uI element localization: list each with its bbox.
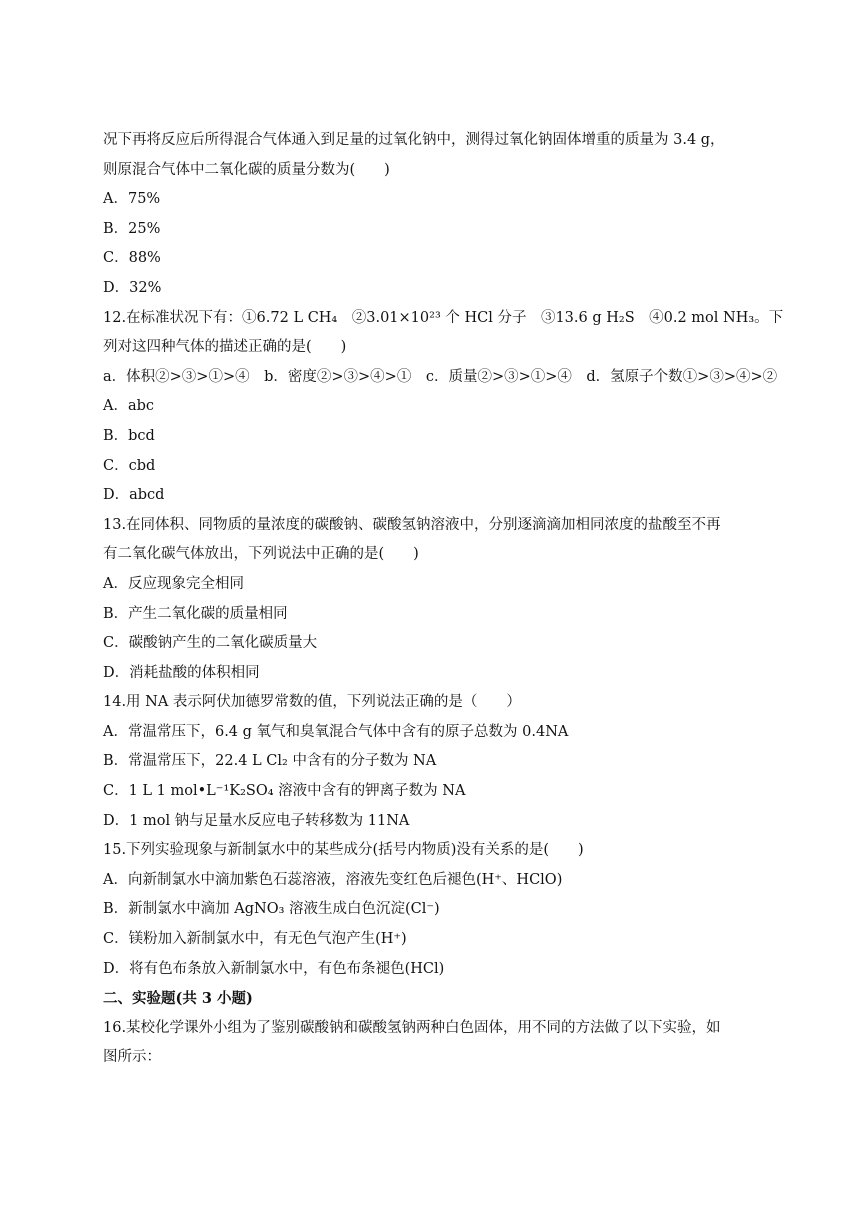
option-b: B．bcd xyxy=(103,427,155,444)
option-d: D．1 mol 钠与足量水反应电子转移数为 11NA xyxy=(103,812,410,829)
option-c: C．镁粉加入新制氯水中，有无色气泡产生(H⁺) xyxy=(103,931,407,948)
option-c: C．cbd xyxy=(103,457,156,474)
option-b: B．常温常压下，22.4 L Cl₂ 中含有的分子数为 NA xyxy=(103,753,437,770)
option-a: A．常温常压下，6.4 g 氧气和臭氧混合气体中含有的原子总数为 0.4NA xyxy=(103,723,569,740)
question-12-statements: a．体积②>③>①>④ b．密度②>③>④>① c．质量②>③>①>④ d．氢原子个数①>③>④>② xyxy=(103,368,778,385)
section-heading: 二、实验题(共 3 小题) xyxy=(103,990,253,1008)
option-d: D．32% xyxy=(103,279,162,296)
option-a: A．向新制氯水中滴加紫色石蕊溶液，溶液先变红色后褪色(H⁺、HClO) xyxy=(103,871,563,888)
option-a: A．75% xyxy=(103,191,161,208)
option-c: C．88% xyxy=(103,250,161,267)
option-a: A．abc xyxy=(103,398,155,415)
question-14-stem: 14.用 NA 表示阿伏加德罗常数的值，下列说法正确的是（ ） xyxy=(103,694,521,711)
question-12-line-2: 列对这四种气体的描述正确的是( ) xyxy=(103,339,347,356)
question-13-line-2: 有二氧化碳气体放出，下列说法中正确的是( ) xyxy=(103,546,419,563)
question-13-line-1: 13.在同体积、同物质的量浓度的碳酸钠、碳酸氢钠溶液中，分别逐滴滴加相同浓度的盐酸至不再 xyxy=(103,516,721,533)
document-page xyxy=(103,126,784,1073)
option-d: D．消耗盐酸的体积相同 xyxy=(103,664,260,681)
option-d: D．abcd xyxy=(103,487,165,504)
option-b: B．新制氯水中滴加 AgNO₃ 溶液生成白色沉淀(Cl⁻) xyxy=(103,901,440,918)
question-16-line-1: 16.某校化学课外小组为了鉴别碳酸钠和碳酸氢钠两种白色固体，用不同的方法做了以下实验，如 xyxy=(103,1019,721,1036)
question-stem-line: 则原混合气体中二氧化碳的质量分数为( ) xyxy=(103,161,390,178)
option-d: D．将有色布条放入新制氯水中，有色布条褪色(HCl) xyxy=(103,960,445,977)
question-15-stem: 15.下列实验现象与新制氯水中的某些成分(括号内物质)没有关系的是( ) xyxy=(103,842,584,859)
question-16-line-2: 图所示： xyxy=(103,1049,161,1066)
option-b: B．产生二氧化碳的质量相同 xyxy=(103,605,288,622)
option-b: B．25% xyxy=(103,220,161,237)
question-12-line-1: 12.在标准状况下有：①6.72 L CH₄ ②3.01×10²³ 个 HCl 分子 ③13.6 g H₂S ④0.2 mol NH₃。下 xyxy=(103,309,784,326)
option-c: C．碳酸钠产生的二氧化碳质量大 xyxy=(103,635,318,652)
text-line: 况下再将反应后所得混合气体通入到足量的过氧化钠中，测得过氧化钠固体增重的质量为 3.4 g， xyxy=(103,132,725,148)
option-c: C．1 L 1 mol•L⁻¹K₂SO₄ 溶液中含有的钾离子数为 NA xyxy=(103,783,466,800)
option-a: A．反应现象完全相同 xyxy=(103,575,244,592)
